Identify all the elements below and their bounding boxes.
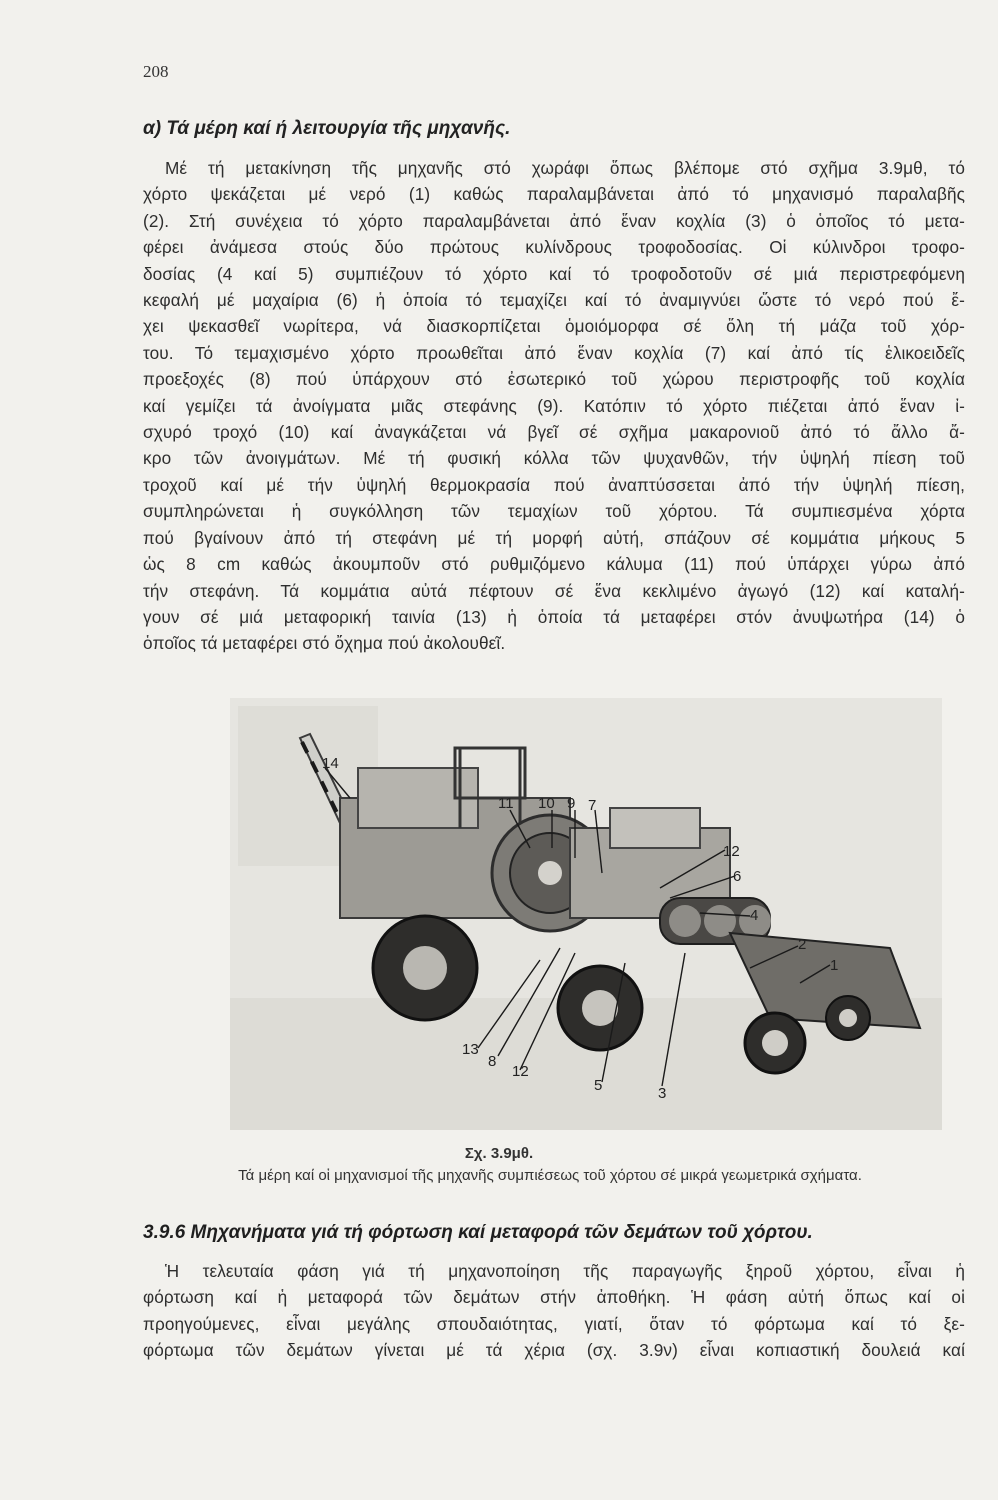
figure-label: Σχ. 3.9μθ. <box>464 1145 534 1162</box>
callout-13: 13 <box>462 1041 479 1058</box>
text-line: ὁποῖος τά μεταφέρει στό ὄχημα πού ἀκολουθεῖ. <box>143 633 506 654</box>
text-line: προεξοχές (8) πού ὑπάρχουν στό ἐσωτερικό τοῦ χώρου περιστροφῆς τοῦ κοχλία <box>143 369 965 390</box>
callout-14: 14 <box>322 755 339 772</box>
callout-8: 8 <box>488 1053 497 1070</box>
text-line: σχυρό τροχό (10) καί ἀναγκάζεται νά βγεῖ σέ σχῆμα μακαρονιοῦ ἀπό τό ἄλλο ἄ- <box>143 422 965 443</box>
text-line: (2). Στή συνέχεια τό χόρτο παραλαμβάνεται ἀπό ἕναν κοχλία (3) ὁ ὁποῖος τό μετα- <box>143 210 965 231</box>
callout-11: 11 <box>498 795 514 812</box>
callout-9: 9 <box>567 795 576 812</box>
subsection-heading: 3.9.6 Μηχανήματα γιά τή φόρτωση καί μεταφορά τῶν δεμάτων τοῦ χόρτου. <box>143 1222 813 1243</box>
callout-5: 5 <box>594 1077 603 1094</box>
callout-6: 6 <box>733 868 742 885</box>
callout-12-upper: 12 <box>723 843 740 860</box>
section-paragraph <box>143 1258 965 1364</box>
machine-illustration <box>230 698 942 1130</box>
text-line: γουν σέ μιά μεταφορική ταινία (13) ἡ ὁποία τά μεταφέρει στόν ἀνυψωτήρα (14) ὁ <box>143 606 965 627</box>
callout-7: 7 <box>588 797 597 814</box>
text-line: δοσίας (4 καί 5) συμπιέζουν τό χόρτο καί τό τροφοδοτοῦν σέ μιά περιστρεφόμενη <box>143 263 965 284</box>
text-line: καί γεμίζει τά ἀνοίγματα μιᾶς στεφάνης (9). Κατόπιν τό χόρτο πιέζεται ἀπό ἕναν ἰ- <box>143 395 965 416</box>
text-line: τήν στεφάνη. Τά κομμάτια αὐτά πέφτουν σέ ἕνα κεκλιμένο ἀγωγό (12) καί καταλή- <box>143 580 965 601</box>
callout-2: 2 <box>798 936 807 953</box>
text-line: κεφαλή μέ μαχαίρια (6) ἡ ὁποία τό τεμαχίζει καί τό ἀναμιγνύει ὥστε τό νερό πού ἔ- <box>143 290 965 311</box>
text-line: Μέ τή μετακίνηση τῆς μηχανῆς στό χωράφι ὅπως βλέπομε στό σχῆμα 3.9μθ, τό <box>165 158 965 178</box>
intro-paragraph <box>143 155 965 657</box>
text-line: συμπληρώνεται ἡ συγκόλληση τῶν τεμαχίων τοῦ χόρτου. Τά συμπιεσμένα χόρτα <box>143 501 965 522</box>
text-line: χει ψεκασθεῖ νωρίτερα, νά διασκορπίζεται ὁμοιόμορφα σέ ὅλη τή μάζα τοῦ χόρ- <box>143 316 965 337</box>
hub <box>538 861 562 885</box>
cab-seat <box>610 808 700 848</box>
text-line: του. Τό τεμαχισμένο χόρτο προωθεῖται ἀπό ἕναν κοχλία (7) καί ἀπό τίς ἑλικοειδεῖς <box>143 342 965 363</box>
text-line: χόρτο ψεκάζεται μέ νερό (1) καθώς παραλαμβάνεται ἀπό τό μηχανισμό παραλαβῆς <box>143 184 965 205</box>
machine-photo-figure <box>230 698 942 1130</box>
callout-10: 10 <box>538 795 555 812</box>
callout-1: 1 <box>830 957 839 974</box>
text-line: ὡς 8 cm καθώς ἀκουμποῦν στό ρυθμιζόμενο κάλυμα (11) πού ὑπάρχει γύρω ἀπό <box>143 554 965 575</box>
callout-3: 3 <box>658 1085 667 1102</box>
page-number: 208 <box>143 62 169 81</box>
callout-4: 4 <box>750 907 759 924</box>
callout-12-lower: 12 <box>512 1063 529 1080</box>
text-line: φέρει ἀνάμεσα στούς δύο πρώτους κυλίνδρους τροφοδοσίας. Οἱ κύλινδροι τροφο- <box>143 237 965 258</box>
figure-caption: Τά μέρη καί οἱ μηχανισμοί τῆς μηχανῆς συμπιέσεως τοῦ χόρτου σέ μικρά γεωμετρικά σχήματα. <box>238 1167 862 1184</box>
text-line: κρο τῶν ἀνοιγμάτων. Μέ τή φυσική κόλλα τῶν ψυχανθῶν, τήν ὑψηλή πίεση τοῦ <box>143 448 965 469</box>
text-line: προηγούμενες, εἶναι μεγάλης σπουδαιότητας, γιατί, ὅταν τό φόρτωμα καί τό ξε- <box>143 1313 965 1334</box>
text-line: φόρτωμα τῶν δεμάτων γίνεται μέ τά χέρια (σχ. 3.9ν) εἶναι κοπιαστική δουλειά καί <box>143 1340 965 1361</box>
text-line: Ἡ τελευταία φάση γιά τή μηχανοποίηση τῆς παραγωγῆς ξηροῦ χόρτου, εἶναι ἡ <box>165 1261 965 1281</box>
text-line: πού βγαίνουν ἀπό τή στεφάνη μέ τή μορφή αὐτή, σπάζουν σέ κομμάτια μήκους 5 <box>143 527 965 548</box>
text-line: τροχοῦ καί μέ τήν ὑψηλή θερμοκρασία πού ἀναπτύσσεται ἀπό τήν ὑψηλή πίεση, <box>143 474 965 495</box>
section-heading: α) Τά μέρη καί ή λειτουργία τῆς μηχανῆς. <box>143 118 511 139</box>
text-line: φόρτωση καί ἡ μεταφορά τῶν δεμάτων στήν ἀποθήκη. Ἡ φάση αὐτή ὅπως καί οἱ <box>143 1287 965 1308</box>
